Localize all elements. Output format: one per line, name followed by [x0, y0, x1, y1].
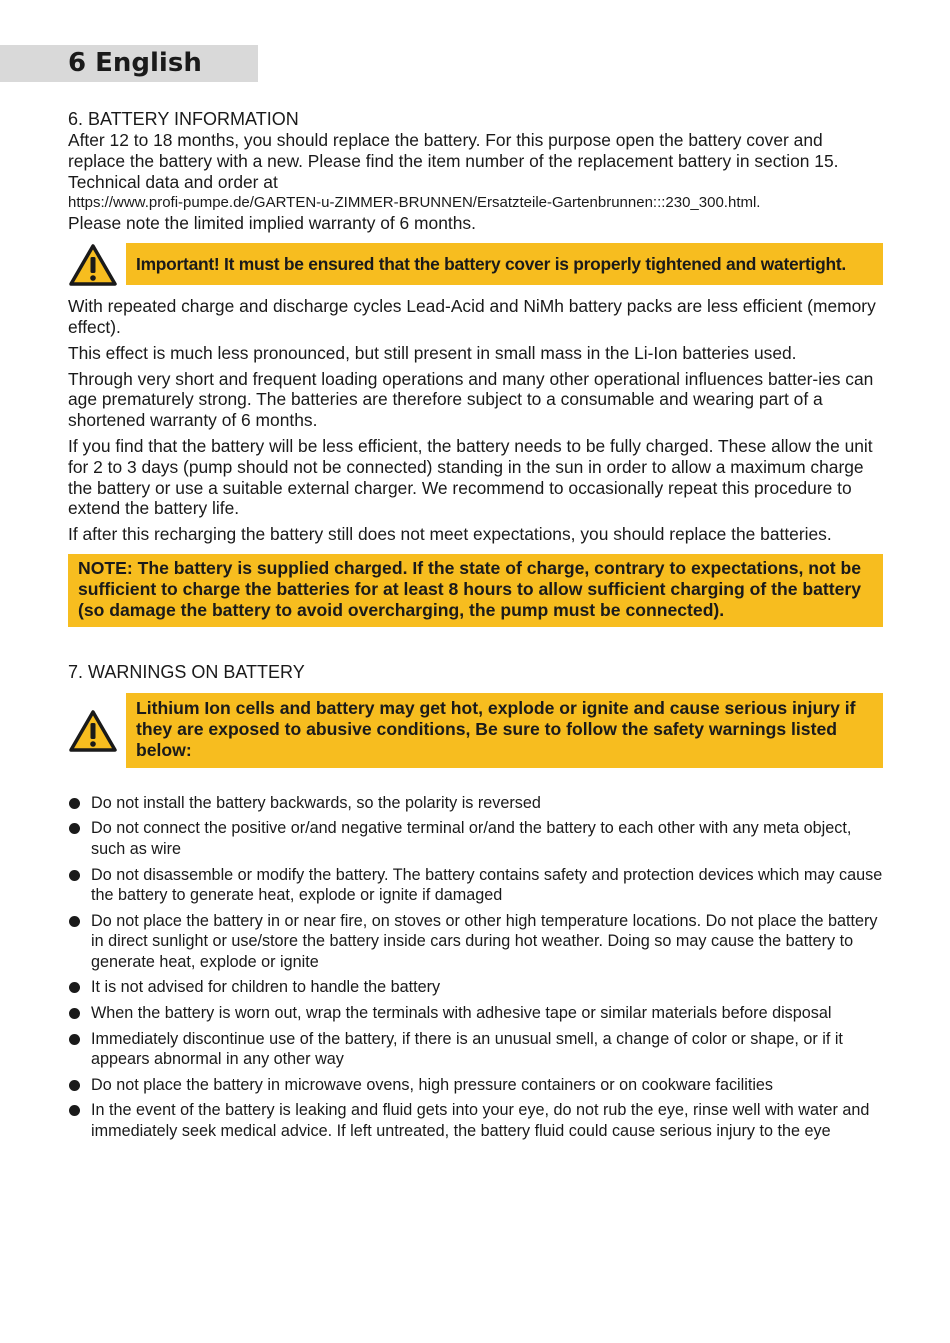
safety-warnings-list [68, 793, 883, 1142]
bullet-dot-icon [69, 1008, 80, 1019]
bullet-dot-icon [69, 870, 80, 881]
list-item-text: Do not install the battery backwards, so the polarity is reversed [91, 793, 541, 812]
warning-triangle-icon [68, 693, 126, 767]
bullet-dot-icon [69, 1080, 80, 1091]
lithium-warning-text: Lithium Ion cells and battery may get hot, explode or ignite and cause serious injury if they are exposed to abusive conditions, Be sure to follow the safety warnings listed below: [126, 693, 883, 767]
warranty-note: Please note the limited implied warranty of 6 months. [68, 213, 476, 234]
important-notice [68, 243, 883, 287]
list-item-text: Do not disassemble or modify the battery. The battery contains safety and protection devices which may cause the battery to generate heat, explode or ignite if damaged [91, 865, 883, 905]
page-header [0, 45, 258, 82]
page-header-title: 6 English [68, 48, 202, 78]
lithium-warning [68, 693, 883, 767]
replacement-battery-url: https://www.profi-pumpe.de/GARTEN-u-ZIMMER-BRUNNEN/Ersatzteile-Gartenbrunnen:::230_300.html. [68, 194, 761, 212]
list-item-text: It is not advised for children to handle the battery [91, 978, 441, 997]
section-6-title: 6. BATTERY INFORMATION [68, 109, 299, 129]
paragraph-li-ion: This effect is much less pronounced, but still present in small mass in the Li-Ion batteries used. [68, 342, 797, 363]
section-6-intro [68, 130, 883, 234]
list-item [68, 1075, 883, 1096]
list-item-text: Do not connect the positive or/and negative terminal or/and the battery to each other with any meta object, such as wire [91, 819, 852, 858]
section-7-title: 7. WARNINGS ON BATTERY [68, 662, 305, 683]
list-item [68, 865, 883, 906]
bullet-dot-icon [69, 916, 80, 927]
list-item-text: Do not place the battery in microwave ovens, high pressure containers or on cookware facilities [91, 1075, 774, 1094]
charge-note: NOTE: The battery is supplied charged. If the state of charge, contrary to expectations, not be sufficient to charge the batteries for at least 8 hours to allow sufficient charging of the battery (so damage the battery to avoid overcharging, the pump must be connected). [68, 554, 883, 627]
list-item-text: When the battery is worn out, wrap the terminals with adhesive tape or similar materials before disposal [91, 1004, 832, 1023]
paragraph-aging: Through very short and frequent loading operations and many other operational influences batter-ies can age prematurely strong. The batteries are therefore subject to a consumable and wearing part of a shortened warranty of 6 months. [68, 368, 874, 431]
list-item [68, 818, 883, 859]
section-6-intro-text: After 12 to 18 months, you should replace the battery. For this purpose open the battery cover and replace the battery with a new. Please find the item number of the replacement battery in section 15. Technical data and order at [68, 130, 839, 192]
paragraph-replace: If after this recharging the battery still does not meet expectations, you should replace the batteries. [68, 524, 832, 545]
list-item-text: In the event of the battery is leaking and fluid gets into your eye, do not rub the eye, rinse well with water and immediately seek medical advice. If left untreated, the battery fluid could cause serious injury to the eye [91, 1101, 870, 1141]
list-item [68, 911, 883, 973]
bullet-dot-icon [69, 823, 80, 834]
bullet-dot-icon [69, 1034, 80, 1045]
bullet-dot-icon [69, 798, 80, 809]
paragraph-charging: If you find that the battery will be less efficient, the battery needs to be fully charged. These allow the unit for 2 to 3 days (pump should not be connected) standing in the sun in order to allow a maximum charge the battery or use a suitable external charger. We recommend to occasionally repeat this procedure to extend the battery life. [68, 435, 873, 519]
list-item [68, 1003, 883, 1024]
document-body [68, 108, 883, 1147]
bullet-dot-icon [69, 982, 80, 993]
list-item [68, 1100, 883, 1141]
list-item-text: Do not place the battery in or near fire, on stoves or other high temperature locations. Do not place the battery in direct sunlight or use/store the battery inside cars during hot weather. Doing so may cause the battery to generate heat, explode or ignite [91, 911, 878, 971]
list-item [68, 1029, 883, 1070]
list-item [68, 977, 883, 998]
paragraph-memory-effect: With repeated charge and discharge cycles Lead-Acid and NiMh battery packs are less efficient (memory effect). [68, 296, 876, 337]
warning-triangle-icon [68, 243, 126, 287]
list-item-text: Immediately discontinue use of the battery, if there is an unusual smell, a change of color or shape, or if it appears abnormal in any other way [91, 1029, 843, 1069]
bullet-dot-icon [69, 1105, 80, 1116]
list-item [68, 793, 883, 814]
important-notice-text: Important! It must be ensured that the battery cover is properly tightened and watertight. [126, 243, 883, 285]
